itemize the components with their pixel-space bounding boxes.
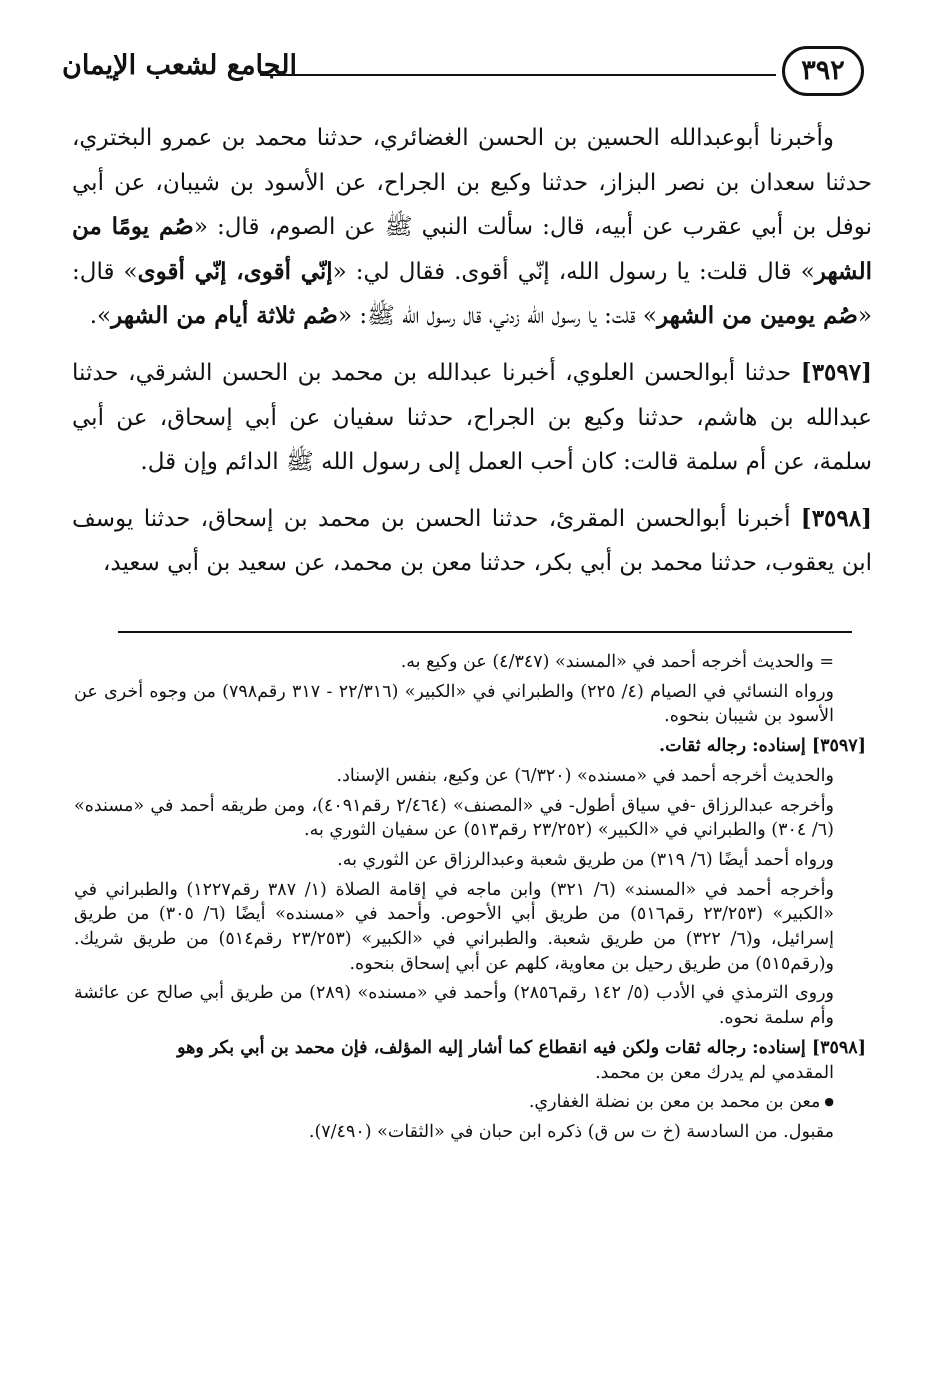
text-run: ». [89, 303, 112, 330]
prophetic-quote: صُم ثلاثة أيام من الشهر [111, 302, 338, 330]
header-rule [260, 74, 776, 76]
footnote-heading [74, 1036, 866, 1061]
footnote-line: ورواه النسائي في الصيام (٤/ ٢٢٥) والطبراني في «الكبير» (٢٢/٣١٦ - ٣١٧ رقم٧٩٨) من وجوه أخرى عن الأسود بن شيبان بنحوه. [74, 681, 834, 727]
footnote-line: المقدمي لم يدرك معن بن محمد. [595, 1062, 834, 1083]
footnote-grade: [٣٥٩٧] إسناده: رجاله ثقات. [659, 736, 866, 757]
footnote-separator [118, 631, 852, 633]
prophetic-quote: صُم يومين من الشهر [656, 302, 858, 330]
footnote-line: وأخرجه أحمد في «المسند» (٦/ ٣٢١) وابن ماجه في إقامة الصلاة (١/ ٣٨٧ رقم١٢٢٧) والطبراني في «الكبير» (٢٣/٢٥٣ رقم٥١٦) من طريق أبي الأحوص. وأحمد في «مسنده» أيضًا (٦/ ٣٠٥) من طريق إسرائيل، و(٦/ ٣٢٢) من طريق شعبة. والطبراني في «الكبير» (٢٣/٢٥٣ رقم٥١٤) من طريق شريك. و(رقم٥١٥) من طريق رحيل بن معاوية، كلهم عن أبي إسحاق بنحوه. [74, 879, 834, 974]
footnote-line: وروى الترمذي في الأدب (٥/ ١٤٢ رقم٢٨٥٦) وأحمد في «مسنده» (٢٨٩) من طريق أبي صالح عن عائشة وأم سلمة نحوه. [74, 983, 835, 1029]
hadith-paragraph [72, 351, 872, 485]
prophetic-quote: إنّي أقوى، إنّي أقوى [137, 257, 333, 285]
hadith-number: [٣٥٩٨] [800, 504, 872, 532]
footnote-line: = والحديث أخرجه أحمد في «المسند» (٤/٣٤٧) عن وكيع به. [400, 652, 834, 672]
main-text [72, 116, 872, 586]
footnote-heading [74, 734, 866, 759]
text-run: » قلت: يا رسول الله زدني، قال رسول الله ﷺ: « [337, 303, 657, 330]
text-run: » قال قلت: يا رسول الله، إنّي أقوى. فقال لي: « [332, 258, 815, 285]
narrator-name: معن بن محمد بن معن بن نضلة الغفاري. [528, 1092, 821, 1113]
footnote-line: وأخرجه عبدالرزاق -في سياق أطول- في «المصنف» (٢/٤٦٤ رقم٤٠٩١)، ومن طريقه أحمد في «مسنده» (٦/ ٣٠٤) والطبراني في «الكبير» (٢٣/٢٥٢ رقم٥١٣) عن سفيان الثوري به. [74, 795, 835, 841]
hadith-paragraph [72, 497, 872, 586]
footnote-line: ورواه أحمد أيضًا (٦/ ٣١٩) من طريق شعبة وعبدالرزاق عن الثوري به. [337, 849, 834, 870]
hadith-number: [٣٥٩٧] [800, 358, 872, 386]
text-run: » قال: « [72, 258, 872, 330]
footnotes [74, 650, 866, 1150]
hadith-paragraph [72, 116, 872, 339]
footnote-line: والحديث أخرجه أحمد في «مسنده» (٦/٣٢٠) عن وكيع، بنفس الإسناد. [336, 765, 834, 786]
text-run: وأخبرنا أبوعبدالله الحسين بن الحسن الغضائري، حدثنا محمد بن عمرو البختري، حدثنا سعدان بن نصر البزاز، حدثنا وكيع بن الجراح، عن الأسود بن شيبان، عن أبي نوفل بن أبي عقرب عن أبيه، قال: سألت النبي ﷺ عن الصوم، قال: « [72, 125, 872, 241]
page-number: ٣٩٢ [782, 46, 864, 96]
prophetic-quote: صُم يومًا من الشهر [72, 213, 872, 285]
footnote-grade: [٣٥٩٨] إسناده: رجاله ثقات ولكن فيه انقطاع كما أشار إليه المؤلف، فإن محمد بن أبي بكر وهو [177, 1037, 866, 1058]
bullet-icon [820, 1092, 834, 1112]
footnote-line [74, 1090, 852, 1115]
footnote-line: مقبول. من السادسة (خ ت س ق) ذكره ابن حبان في «الثقات» (٧/٤٩٠). [308, 1121, 834, 1142]
page-header [62, 46, 864, 102]
hadith-text: حدثنا أبوالحسن العلوي، أخبرنا عبدالله بن محمد بن الحسن الشرقي، حدثنا عبدالله بن هاشم، حدثنا وكيع بن الجراح، حدثنا سفيان عن أبي إسحاق، عن أبي سلمة، عن أم سلمة قالت: كان أحب العمل إلى رسول الله ﷺ الدائم وإن قل. [72, 359, 872, 476]
hadith-text: أخبرنا أبوالحسن المقرئ، حدثنا الحسن بن محمد بن إسحاق، حدثنا يوسف ابن يعقوب، حدثنا محمد بن أبي بكر، حدثنا معن بن محمد، عن سعيد بن أبي سعيد، [72, 505, 872, 577]
running-title: الجامع لشعب الإيمان [62, 50, 297, 81]
